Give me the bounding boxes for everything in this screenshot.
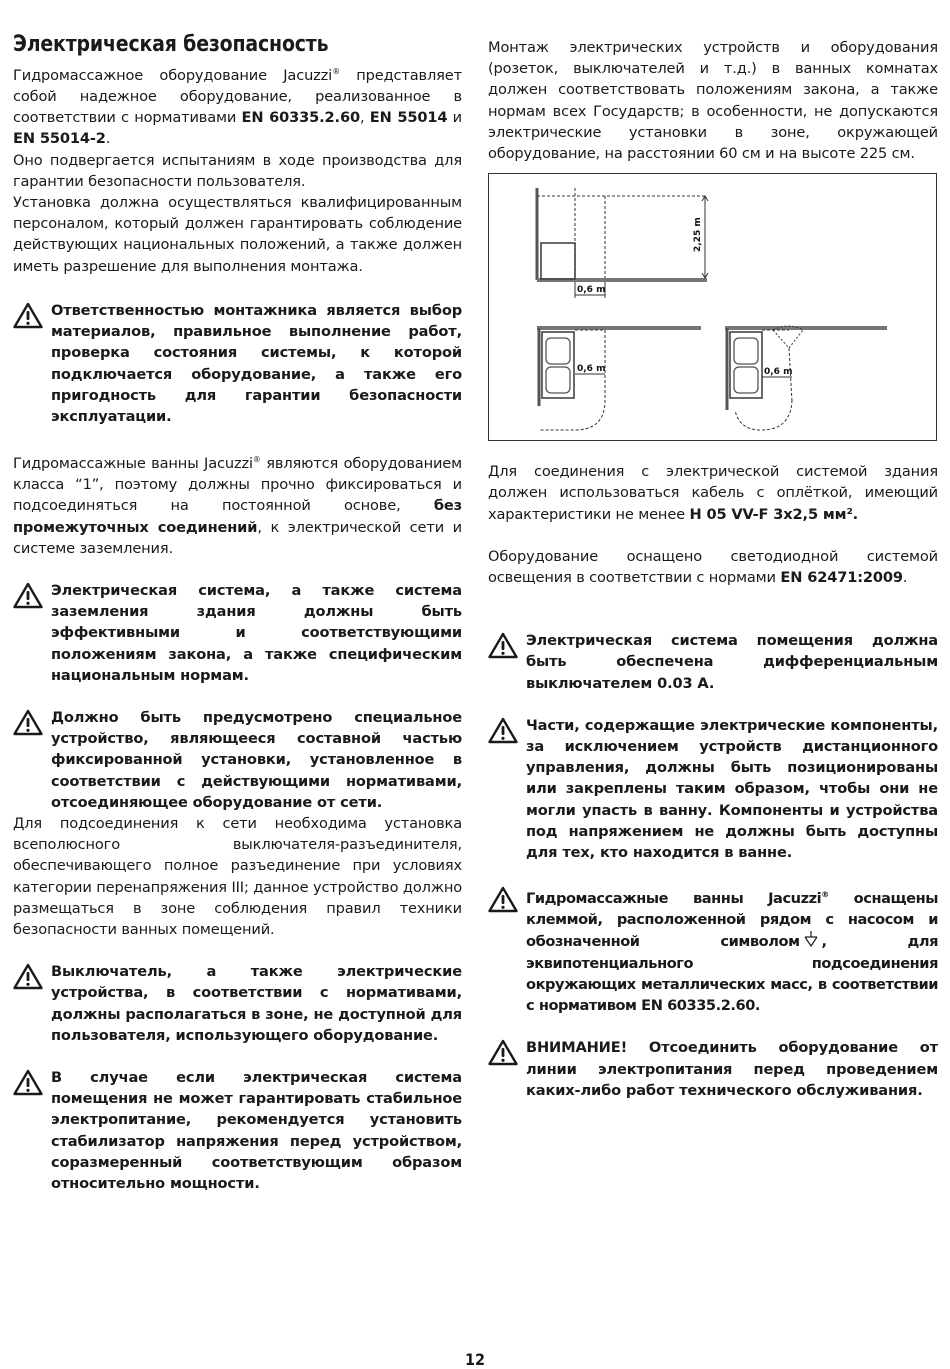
safety-zone-diagram xyxy=(488,173,937,441)
warning-icon xyxy=(13,707,51,736)
testing-paragraph: Оно подвергается испытаниям в ходе производства для гарантии безопасности пользователя. xyxy=(13,151,462,190)
warning-installer xyxy=(13,300,462,427)
warning-maintenance-text: ВНИМАНИЕ! Отсоединить оборудование от линии электропитания перед проведением каких-либо работ технического обслуживания. xyxy=(526,1039,938,1099)
cable-paragraph: Для соединения с электрической системой здания должен использоваться кабель с оплёткой, имеющий характеристики не менее H 05 VV-F 3x2,5 мм². xyxy=(488,463,938,523)
switch-paragraph: Для подсоединения к сети необходима установка всеполюсного выключателя-разъединителя, обеспечивающего полное разъединение при условиях категории перенапряжения III; данное устройство должно размещаться в зоне соблюдения правил техники безопасности ванных помещений. xyxy=(13,815,462,939)
safety-zone-drawing xyxy=(489,174,938,442)
warning-icon xyxy=(488,630,526,659)
plan-view-1 xyxy=(537,326,701,430)
warning-components xyxy=(488,715,938,863)
elevation-view xyxy=(537,188,708,298)
height-label: 2,25 m xyxy=(693,217,703,253)
left-column xyxy=(13,30,462,1194)
warning-icon xyxy=(13,580,51,609)
warning-icon xyxy=(13,961,51,990)
warning-icon xyxy=(13,1067,51,1096)
distance-label: 0,6 m xyxy=(764,367,793,378)
plan-view-2 xyxy=(725,326,887,430)
warning-equipotential xyxy=(488,884,938,1016)
warning-stabilizer xyxy=(13,1067,462,1194)
warning-icon xyxy=(13,300,51,329)
warning-equipotential-text: Гидромассажные ванны Jacuzzi® оснащены клеммой, расположенной рядом с насосом и обозначенной символом , для эквипотенциального подсоединения окружающих металлических масс, в соответствии с нормативом EN 60335.2.60. xyxy=(526,890,938,1015)
installation-zone-paragraph: Монтаж электрических устройств и оборудования (розеток, выключателей и т.д.) в ванных комнатах должен соответствовать положениям закона, а также нормам всех Государств; в особенности, не допускаются электрические установки в зоне, окружающей оборудование, на расстоянии 60 см и на высоте 225 см. xyxy=(488,39,938,163)
page-number: 12 xyxy=(464,1350,486,1369)
distance-label: 0,6 m xyxy=(577,285,606,296)
warning-differential-text: Электрическая система помещения должна быть обеспечена дифференциальным выключателем 0.03 A. xyxy=(526,632,938,692)
warning-switch-location xyxy=(13,961,462,1046)
warning-installer-text: Ответственностью монтажника является выбор материалов, правильное выполнение работ, проверка состояния системы, к которой подключается оборудование, а также его пригодность для гарантии безопасности эксплуатации. xyxy=(51,301,462,425)
warning-switch-location-text: Выключатель, а также электрические устройства, в соответствии с нормативами, должны располагаться в зоне, не доступной для пользователя, использующего оборудование. xyxy=(51,963,462,1044)
warning-disconnect-maintenance xyxy=(488,1037,938,1101)
warning-stabilizer-text: В случае если электрическая система помещения не может гарантировать стабильное электропитание, рекомендуется установить стабилизатор напряжения перед устройством, соразмеренный соответствующим образом относительно мощности. xyxy=(51,1069,462,1193)
right-column xyxy=(488,37,938,1101)
warning-disconnect-device xyxy=(13,707,462,813)
intro-paragraph: Гидромассажное оборудование Jacuzzi® представляет собой надежное оборудование, реализованное в соответствии с нормативами EN 60335.2.60, EN 55014 и EN 55014-2. xyxy=(13,66,463,148)
warning-grounding-text: Электрическая система, а также система заземления здания должны быть эффективными и соответствующими положениям закона, а также специфическим национальным нормам. xyxy=(51,581,462,684)
installation-paragraph: Установка должна осуществляться квалифицированным персоналом, который должен гарантировать соблюдение действующих национальных положений, а также должен иметь разрешение для выполнения монтажа. xyxy=(13,194,462,275)
warning-grounding xyxy=(13,580,462,686)
warning-icon xyxy=(488,715,526,744)
class-paragraph: Гидромассажные ванны Jacuzzi® являются оборудованием класса “1”, поэтому должны прочно фиксироваться и подсоединяться на постоянной основе, без промежуточных соединений, к электрической сети и системе заземления. xyxy=(13,454,462,557)
warning-components-text: Части, содержащие электрические компоненты, за исключением устройств дистанционного управления, должны быть позиционированы или закреплены таким образом, чтобы они не могли упасть в ванну. Компоненты и устройства под напряжением не должны быть доступны для тех, кто находится в ванне. xyxy=(526,716,938,862)
warning-icon xyxy=(488,884,526,913)
page-title: Электрическая безопасность xyxy=(13,32,329,57)
led-paragraph: Оборудование оснащено светодиодной системой освещения в соответствии с нормами EN 62471:2009. xyxy=(488,547,938,587)
equipotential-icon xyxy=(804,931,818,953)
distance-label: 0,6 m xyxy=(577,364,606,375)
warning-disconnect-text: Должно быть предусмотрено специальное устройство, являющееся составной частью фиксированной установки, установленное в соответствии с действующими нормативами, отсоединяющее оборудование от сети. xyxy=(51,709,462,811)
warning-differential-switch xyxy=(488,630,938,694)
warning-icon xyxy=(488,1037,526,1066)
